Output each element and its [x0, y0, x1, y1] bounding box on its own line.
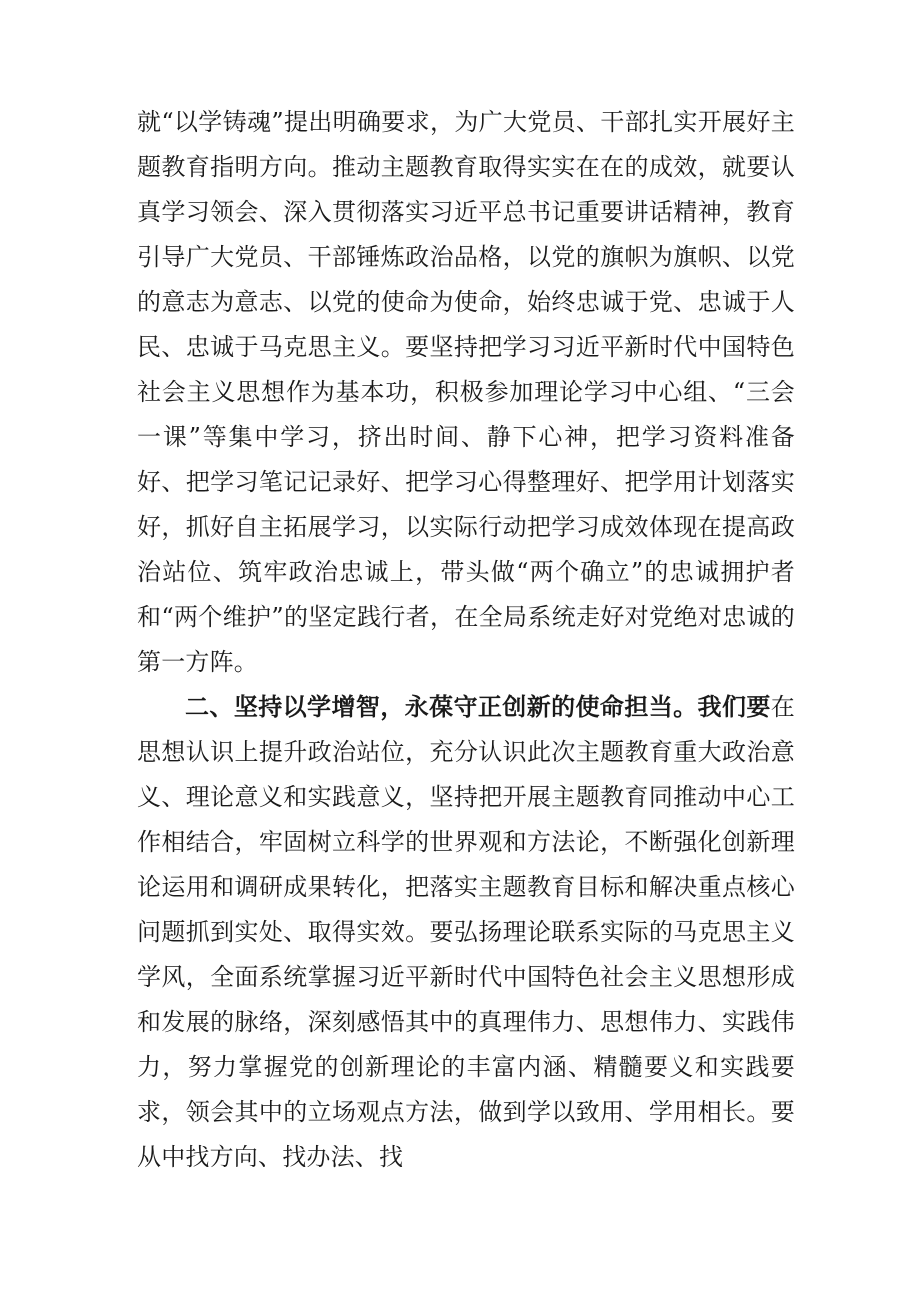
document-body	[137, 100, 795, 1180]
paragraph-2-heading: 二、坚持以学增智，永葆守正创新的使命担当。我们要	[185, 693, 771, 721]
paragraph-1: 就“以学铸魂”提出明确要求，为广大党员、干部扎实开展好主题教育指明方向。推动主题教育取得实实在在的成效，就要认真学习领会、深入贯彻落实习近平总书记重要讲话精神，教育引导广大党员、干部锤炼政治品格，以党的旗帜为旗帜、以党的意志为意志、以党的使命为使命，始终忠诚于党、忠诚于人民、忠诚于马克思主义。要坚持把学习习近平新时代中国特色社会主义思想作为基本功，积极参加理论学习中心组、“三会一课”等集中学习，挤出时间、静下心神，把学习资料准备好、把学习笔记记录好、把学习心得整理好、把学用计划落实好，抓好自主拓展学习，以实际行动把学习成效体现在提高政治站位、筑牢政治忠诚上，带头做“两个确立”的忠诚拥护者和“两个维护”的坚定践行者，在全局系统走好对党绝对忠诚的第一方阵。	[137, 108, 795, 676]
paragraph-2-body: 在思想认识上提升政治站位，充分认识此次主题教育重大政治意义、理论意义和实践意义，坚持把开展主题教育同推动中心工作相结合，牢固树立科学的世界观和方法论，不断强化创新理论运用和调研成果转化，把落实主题教育目标和解决重点核心问题抓到实处、取得实效。要弘扬理论联系实际的马克思主义学风，全面系统掌握习近平新时代中国特色社会主义思想形成和发展的脉络，深刻感悟其中的真理伟力、思想伟力、实践伟力，努力掌握党的创新理论的丰富内涵、精髓要义和实践要求，领会其中的立场观点方法，做到学以致用、学用相长。要从中找方向、找办法、找	[137, 693, 795, 1171]
paragraph-2	[137, 685, 795, 1180]
